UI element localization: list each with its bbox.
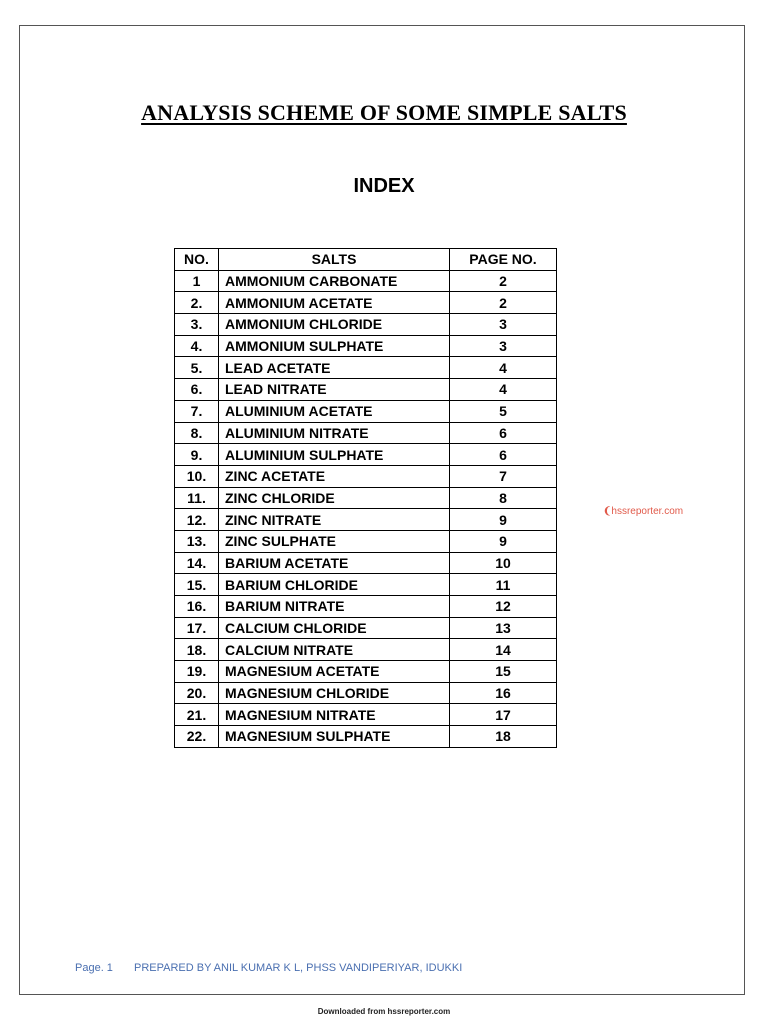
page-number: 3 xyxy=(450,335,557,357)
page-number: 9 xyxy=(450,509,557,531)
table-row xyxy=(175,357,557,379)
page-number: 5 xyxy=(450,400,557,422)
index-table xyxy=(174,248,557,748)
row-number: 11. xyxy=(175,487,219,509)
table-row xyxy=(175,314,557,336)
header-salts: SALTS xyxy=(219,249,450,271)
row-number: 8. xyxy=(175,422,219,444)
table-row xyxy=(175,530,557,552)
salt-name: BARIUM CHLORIDE xyxy=(219,574,450,596)
table-row xyxy=(175,270,557,292)
page-number: 3 xyxy=(450,314,557,336)
salt-name: CALCIUM CHLORIDE xyxy=(219,617,450,639)
table-row xyxy=(175,661,557,683)
page-number: 4 xyxy=(450,357,557,379)
table-row xyxy=(175,726,557,748)
page-number: 4 xyxy=(450,379,557,401)
salt-name: ALUMINIUM ACETATE xyxy=(219,400,450,422)
page-number: 18 xyxy=(450,726,557,748)
table-row xyxy=(175,444,557,466)
table-row xyxy=(175,335,557,357)
header-no: NO. xyxy=(175,249,219,271)
table-row xyxy=(175,292,557,314)
document-title: ANALYSIS SCHEME OF SOME SIMPLE SALTS xyxy=(141,100,627,125)
row-number: 7. xyxy=(175,400,219,422)
salt-name: MAGNESIUM CHLORIDE xyxy=(219,682,450,704)
page-number: 2 xyxy=(450,270,557,292)
row-number: 14. xyxy=(175,552,219,574)
watermark xyxy=(603,506,683,517)
table-row xyxy=(175,465,557,487)
table-row xyxy=(175,639,557,661)
salt-name: ZINC SULPHATE xyxy=(219,530,450,552)
table-row xyxy=(175,487,557,509)
table-row xyxy=(175,682,557,704)
table-row xyxy=(175,379,557,401)
row-number: 13. xyxy=(175,530,219,552)
page-footer xyxy=(75,962,462,974)
salt-name: ALUMINIUM NITRATE xyxy=(219,422,450,444)
row-number: 15. xyxy=(175,574,219,596)
salt-name: AMMONIUM SULPHATE xyxy=(219,335,450,357)
footer-page-number: Page. 1 xyxy=(75,962,113,974)
page-number: 6 xyxy=(450,444,557,466)
header-page-no: PAGE NO. xyxy=(450,249,557,271)
salt-name: ZINC ACETATE xyxy=(219,465,450,487)
table-row xyxy=(175,552,557,574)
page-number: 8 xyxy=(450,487,557,509)
row-number: 19. xyxy=(175,661,219,683)
salt-name: ALUMINIUM SULPHATE xyxy=(219,444,450,466)
row-number: 1 xyxy=(175,270,219,292)
footer-prepared-by: PREPARED BY ANIL KUMAR K L, PHSS VANDIPERIYAR, IDUKKI xyxy=(133,962,463,974)
salt-name: ZINC CHLORIDE xyxy=(219,487,450,509)
row-number: 16. xyxy=(175,596,219,618)
page-number: 6 xyxy=(450,422,557,444)
salt-name: LEAD NITRATE xyxy=(219,379,450,401)
salt-name: MAGNESIUM ACETATE xyxy=(219,661,450,683)
page-number: 17 xyxy=(450,704,557,726)
salt-name: AMMONIUM ACETATE xyxy=(219,292,450,314)
table-header-row xyxy=(175,249,557,271)
page-number: 10 xyxy=(450,552,557,574)
row-number: 3. xyxy=(175,314,219,336)
page-number: 11 xyxy=(450,574,557,596)
page-number: 14 xyxy=(450,639,557,661)
table-row xyxy=(175,422,557,444)
row-number: 10. xyxy=(175,465,219,487)
salt-name: AMMONIUM CHLORIDE xyxy=(219,314,450,336)
row-number: 22. xyxy=(175,726,219,748)
page-number: 7 xyxy=(450,465,557,487)
row-number: 6. xyxy=(175,379,219,401)
row-number: 5. xyxy=(175,357,219,379)
download-note: Downloaded from hssreporter.com xyxy=(317,1007,451,1016)
salt-name: LEAD ACETATE xyxy=(219,357,450,379)
row-number: 18. xyxy=(175,639,219,661)
salt-name: BARIUM NITRATE xyxy=(219,596,450,618)
salt-name: ZINC NITRATE xyxy=(219,509,450,531)
watermark-text: hssreporter.com xyxy=(611,506,684,517)
salt-name: MAGNESIUM NITRATE xyxy=(219,704,450,726)
page-number: 15 xyxy=(450,661,557,683)
page-number: 9 xyxy=(450,530,557,552)
row-number: 12. xyxy=(175,509,219,531)
table-row xyxy=(175,704,557,726)
row-number: 21. xyxy=(175,704,219,726)
page-number: 16 xyxy=(450,682,557,704)
salt-name: AMMONIUM CARBONATE xyxy=(219,270,450,292)
table-row xyxy=(175,596,557,618)
row-number: 20. xyxy=(175,682,219,704)
table-body xyxy=(175,270,557,747)
page-number: 12 xyxy=(450,596,557,618)
row-number: 2. xyxy=(175,292,219,314)
page-number: 2 xyxy=(450,292,557,314)
table-row xyxy=(175,574,557,596)
page-number: 13 xyxy=(450,617,557,639)
table-row xyxy=(175,400,557,422)
index-heading: INDEX xyxy=(353,175,415,197)
row-number: 9. xyxy=(175,444,219,466)
row-number: 4. xyxy=(175,335,219,357)
table-row xyxy=(175,509,557,531)
salt-name: BARIUM ACETATE xyxy=(219,552,450,574)
salt-name: MAGNESIUM SULPHATE xyxy=(219,726,450,748)
salt-name: CALCIUM NITRATE xyxy=(219,639,450,661)
table-row xyxy=(175,617,557,639)
hssreporter-logo-icon: ❨ xyxy=(603,506,612,517)
row-number: 17. xyxy=(175,617,219,639)
